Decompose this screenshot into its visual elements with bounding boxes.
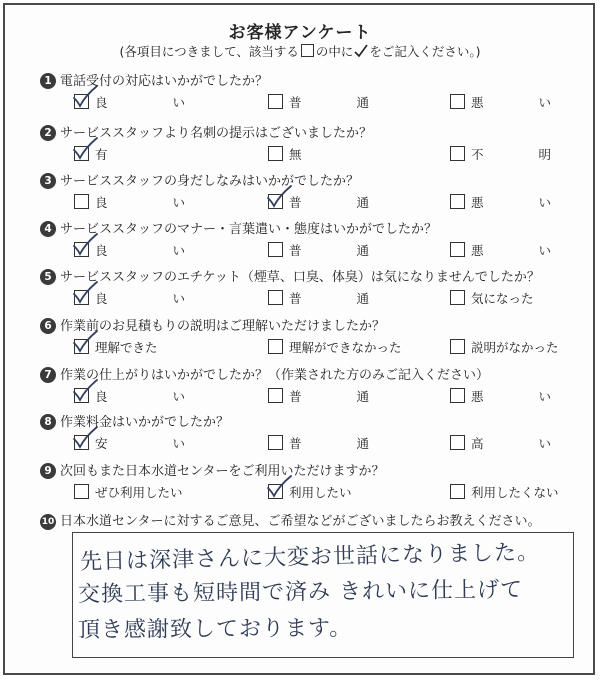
option-label-suffix: 通	[356, 195, 369, 210]
question-9-option-1[interactable]	[74, 483, 183, 501]
question-8-option-2[interactable]	[268, 434, 369, 452]
question-text: 作業料金はいかがでしたか？	[60, 415, 230, 430]
question-text: サービススタッフのエチケット（煙草、口臭、体臭）は気になりませんでしたか？	[60, 270, 540, 285]
question-5	[40, 266, 540, 285]
question-5-option-2[interactable]	[268, 289, 369, 307]
question-text: 電話受付の対応はいかがでしたか？	[60, 74, 269, 89]
checkbox[interactable]	[74, 484, 89, 499]
checkbox[interactable]	[450, 388, 465, 403]
question-number-badge: 4	[40, 221, 56, 237]
option-label-suffix: 通	[356, 291, 369, 306]
question-2-option-1[interactable]	[74, 145, 185, 163]
question-6	[40, 315, 385, 334]
question-4-option-2[interactable]	[268, 241, 369, 259]
question-text: 作業前のお見積もりの説明はご理解いただけましたか？	[60, 319, 386, 334]
option-label-suffix: い	[172, 243, 185, 258]
option-label-suffix: い	[538, 195, 551, 210]
question-number-badge: 10	[40, 514, 56, 530]
question-number-badge: 8	[40, 414, 56, 430]
comment-line-1: 先日は深津さんに大変お世話になりました。	[79, 540, 541, 575]
question-6-option-1[interactable]	[74, 338, 158, 356]
checkbox[interactable]	[268, 194, 283, 209]
option-label: 利用したい	[289, 485, 352, 500]
option-label: ぜひ利用したい	[95, 485, 183, 500]
option-label-suffix: 通	[356, 95, 369, 110]
option-label-suffix: い	[538, 436, 551, 451]
option-label: 普	[289, 95, 302, 110]
instruction-text-3: をご記入ください。)	[369, 44, 481, 59]
option-label: 理解できた	[95, 340, 158, 355]
option-label: 不	[471, 147, 484, 162]
option-label: 良	[95, 243, 108, 258]
question-8	[40, 411, 229, 430]
option-label: 悪	[471, 195, 484, 210]
checkbox[interactable]	[450, 194, 465, 209]
checkbox[interactable]	[74, 290, 89, 305]
checkbox[interactable]	[74, 242, 89, 257]
question-text: 日本水道センターに対するご意見、ご希望などがございましたらお教えください。	[60, 514, 541, 529]
option-label-suffix: 通	[356, 243, 369, 258]
option-label: 悪	[471, 243, 484, 258]
question-9-option-3[interactable]	[450, 483, 559, 501]
question-3-option-3[interactable]	[450, 193, 551, 211]
question-text: サービススタッフより名刺の提示はございましたか？	[60, 126, 373, 141]
question-number-badge: 6	[40, 318, 56, 334]
option-label-suffix: 明	[538, 147, 551, 162]
question-1-option-1[interactable]	[74, 93, 185, 111]
option-label: 安	[95, 436, 108, 451]
option-label: 良	[95, 389, 108, 404]
question-1	[40, 70, 268, 89]
question-number-badge: 7	[40, 367, 56, 383]
option-label-suffix: 通	[356, 389, 369, 404]
checkbox[interactable]	[74, 94, 89, 109]
option-label: 普	[289, 291, 302, 306]
question-text: サービススタッフのマナー・言葉遣い・態度はいかがでしたか？	[60, 222, 438, 237]
option-label-suffix: 通	[356, 436, 369, 451]
question-2-option-3[interactable]	[450, 145, 551, 163]
form-title: お客様アンケート	[228, 23, 372, 43]
question-7-option-2[interactable]	[268, 387, 369, 405]
question-10	[40, 510, 540, 530]
question-text: 作業の仕上がりはいかがでしたか？（作業された方のみご記入ください）	[60, 368, 490, 383]
checkbox[interactable]	[450, 435, 465, 450]
checkbox[interactable]	[74, 339, 89, 354]
option-label: 良	[95, 195, 108, 210]
question-6-option-3[interactable]	[450, 338, 559, 356]
question-5-option-1[interactable]	[74, 289, 185, 307]
checkbox[interactable]	[268, 388, 283, 403]
checkbox[interactable]	[450, 484, 465, 499]
checkbox[interactable]	[74, 435, 89, 450]
option-label-suffix: い	[172, 95, 185, 110]
checkbox[interactable]	[450, 146, 465, 161]
option-label: 普	[289, 195, 302, 210]
checkbox[interactable]	[74, 194, 89, 209]
question-number-badge: 1	[40, 73, 56, 89]
option-label: 普	[289, 243, 302, 258]
question-3	[40, 170, 359, 189]
question-number-badge: 9	[40, 463, 56, 479]
option-label: 理解ができなかった	[289, 340, 402, 355]
option-label-suffix: い	[172, 389, 185, 404]
question-8-option-1[interactable]	[74, 434, 185, 452]
question-number-badge: 5	[40, 269, 56, 285]
question-7-option-1[interactable]	[74, 387, 185, 405]
option-label: 利用したくない	[471, 485, 559, 500]
option-label: 良	[95, 95, 108, 110]
question-text: サービススタッフの身だしなみはいかがでしたか？	[60, 174, 360, 189]
comment-line-3: 頂き感謝致しております。	[77, 616, 353, 643]
question-number-badge: 3	[40, 173, 56, 189]
checkbox[interactable]	[74, 388, 89, 403]
question-3-option-1[interactable]	[74, 193, 185, 211]
question-4-option-3[interactable]	[450, 241, 551, 259]
option-label: 悪	[471, 389, 484, 404]
question-1-option-3[interactable]	[450, 93, 551, 111]
option-label-suffix: い	[538, 95, 551, 110]
option-label-suffix: い	[172, 436, 185, 451]
checkbox-sample-icon	[301, 44, 314, 57]
question-number-badge: 2	[40, 125, 56, 141]
checkbox[interactable]	[450, 290, 465, 305]
question-6-option-2[interactable]	[268, 338, 402, 356]
question-7	[40, 364, 489, 383]
checkbox[interactable]	[268, 290, 283, 305]
option-label: 無	[289, 147, 302, 162]
checkbox[interactable]	[268, 339, 283, 354]
question-4	[40, 218, 437, 237]
option-label: 説明がなかった	[471, 340, 559, 355]
option-label: 良	[95, 291, 108, 306]
question-8-option-3[interactable]	[450, 434, 551, 452]
question-5-option-3[interactable]	[450, 289, 534, 307]
question-2	[40, 122, 372, 141]
option-label: 普	[289, 436, 302, 451]
option-label: 悪	[471, 95, 484, 110]
question-9	[40, 460, 384, 479]
question-3-option-2[interactable]	[268, 193, 369, 211]
checkbox[interactable]	[268, 242, 283, 257]
option-label-suffix: い	[172, 291, 185, 306]
checkbox[interactable]	[74, 146, 89, 161]
checkbox[interactable]	[268, 94, 283, 109]
checkbox[interactable]	[268, 146, 283, 161]
instruction-text-2: の中に	[315, 44, 354, 59]
checkbox[interactable]	[268, 435, 283, 450]
comment-line-2: 交換工事も短時間で済み きれいに仕上げて	[77, 577, 524, 608]
option-label-suffix: い	[538, 389, 551, 404]
question-7-option-3[interactable]	[450, 387, 551, 405]
form-instructions	[0, 42, 600, 60]
checkbox[interactable]	[450, 94, 465, 109]
option-label: 高	[471, 436, 484, 451]
checkbox[interactable]	[450, 339, 465, 354]
question-2-option-2[interactable]	[268, 145, 369, 163]
option-label: 普	[289, 389, 302, 404]
option-label: 気になった	[471, 291, 534, 306]
checkbox[interactable]	[268, 484, 283, 499]
checkbox[interactable]	[450, 242, 465, 257]
question-9-option-2[interactable]	[268, 483, 352, 501]
option-label-suffix: い	[538, 243, 551, 258]
question-1-option-2[interactable]	[268, 93, 369, 111]
option-label: 有	[95, 147, 108, 162]
question-text: 次回もまた日本水道センターをご利用いただけますか？	[60, 464, 385, 479]
question-4-option-1[interactable]	[74, 241, 185, 259]
checkmark-sample-icon	[353, 44, 369, 58]
instruction-text-1: (各項目につきまして、該当する	[119, 44, 299, 59]
option-label-suffix: い	[172, 195, 185, 210]
